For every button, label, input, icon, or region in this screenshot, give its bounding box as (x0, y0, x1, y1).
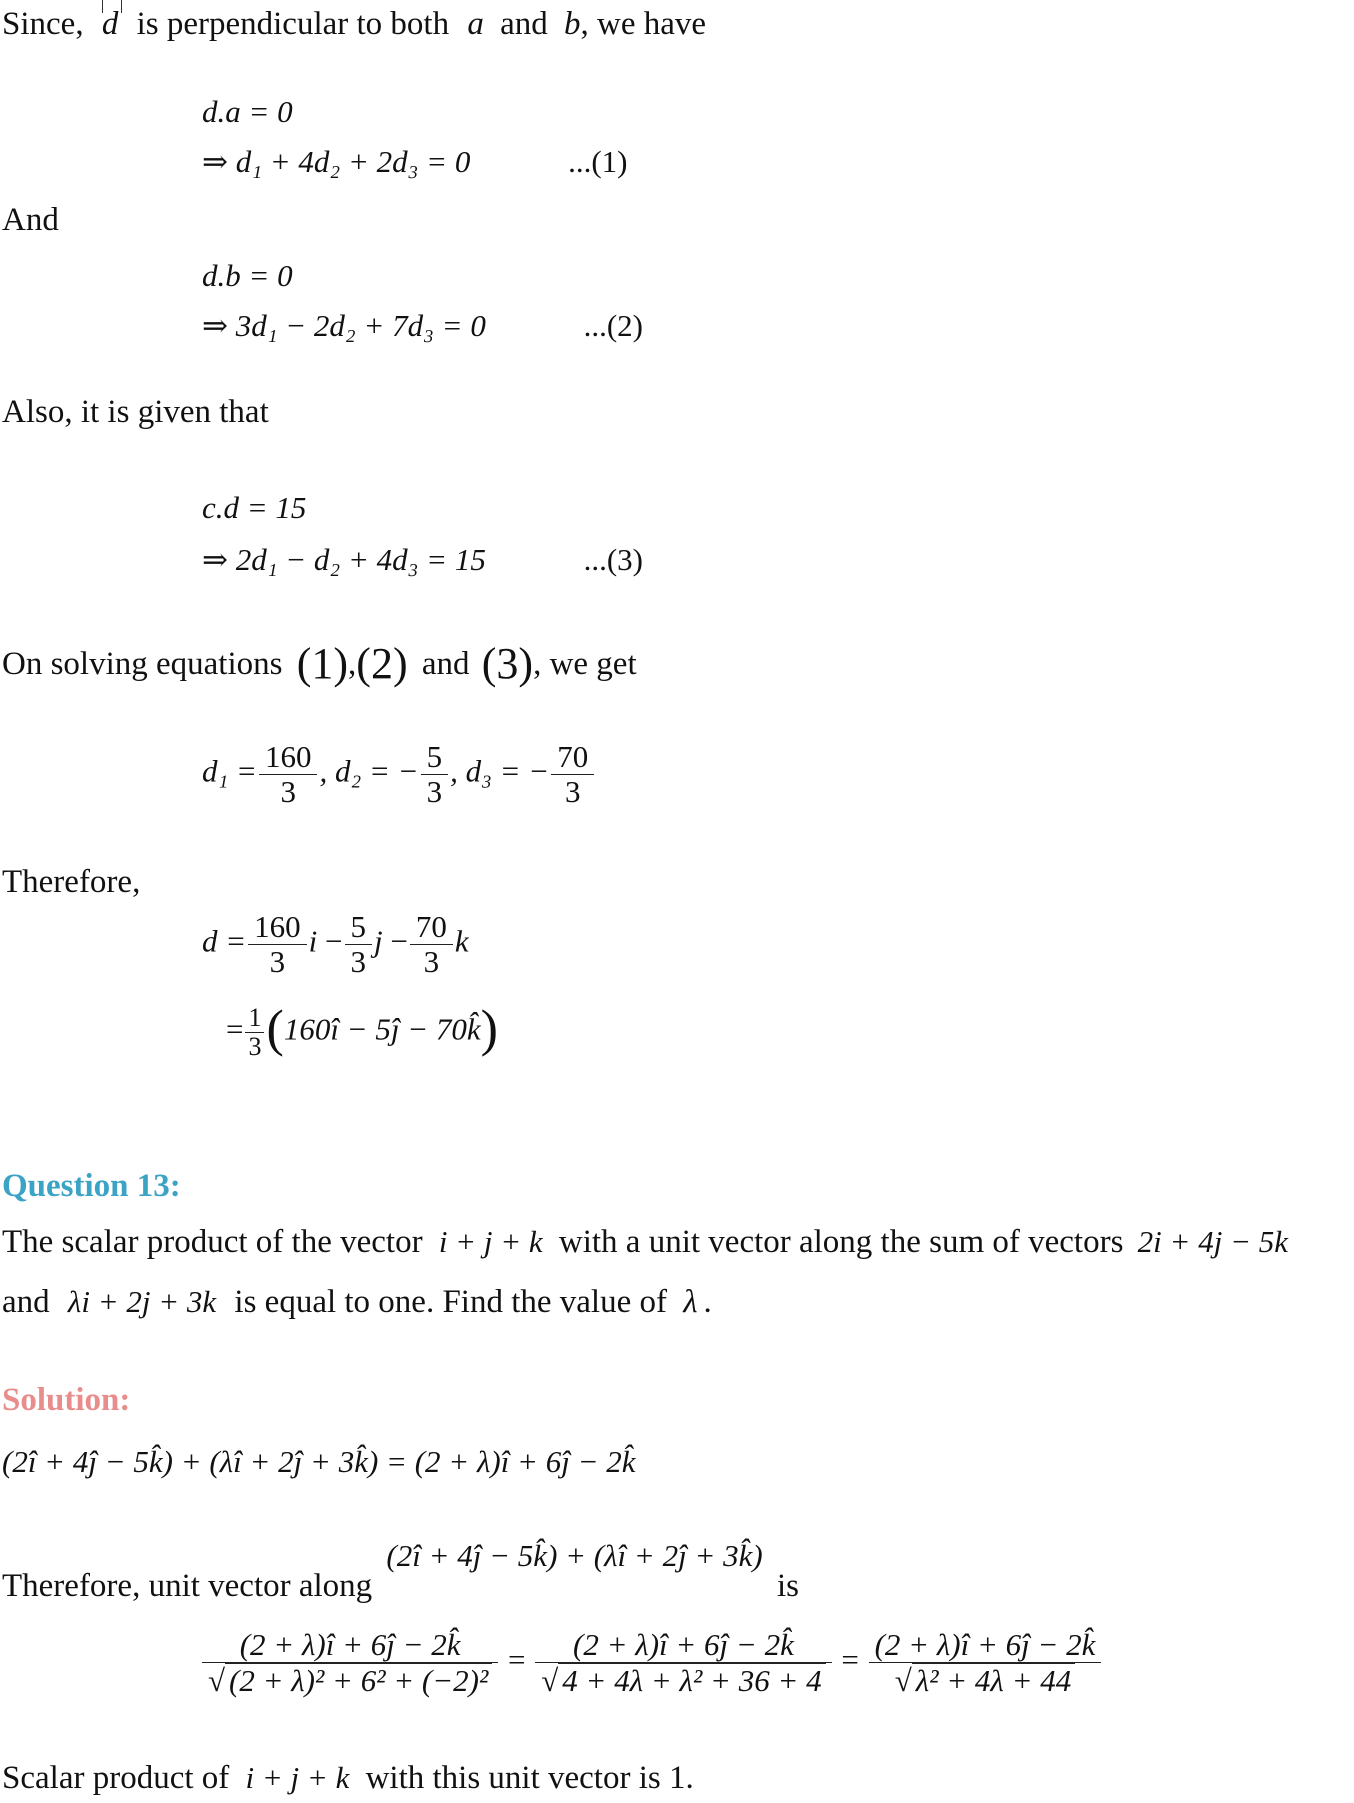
d-term3-unit: k (454, 923, 469, 959)
unit-vector-post: is (776, 1568, 799, 1604)
equation-d-dot-b: d.b = 0 (202, 258, 293, 293)
solution-sum-equation: (2î + 4ĵ − 5k̂) + (λî + 2ĵ + 3k̂) = (2 + λ)î + 6ĵ − 2k̂ (2, 1444, 636, 1479)
unit-frac-3 (869, 1628, 1102, 1698)
d-vector2-eq: = (226, 1011, 244, 1047)
question-title: Question 13: (2, 1168, 181, 1204)
equation-1-tag: ...(1) (568, 144, 628, 179)
question-vector-lambda: λi + 2j + 3k (67, 1284, 217, 1319)
d-term2-unit: j (374, 923, 383, 959)
d-vector-simplified (226, 1000, 498, 1061)
d-op1: − (325, 923, 343, 959)
solving-post: , we get (533, 646, 637, 682)
unit-frac-1 (202, 1628, 498, 1698)
d2-label: , d₂ = − (319, 753, 419, 789)
unit-vector-fractions (200, 1628, 1103, 1698)
and-label: And (2, 202, 59, 238)
d-term1-num: 160 (248, 910, 307, 945)
equation-2-tag: ...(2) (583, 308, 643, 343)
equation-3-body: ⇒ 2d₁ − d₂ + 4d₃ = 15 (202, 542, 486, 577)
equation-3-tag: ...(3) (583, 542, 643, 577)
a-symbol: a (467, 6, 484, 42)
d-term1-fraction (248, 910, 307, 979)
question-text-1a: The scalar product of the vector (2, 1224, 423, 1260)
d2-fraction (421, 740, 449, 809)
ref-eq-3: (3) (481, 639, 534, 688)
d-vector2-den: 3 (248, 1032, 262, 1061)
intro-line (2, 4, 706, 44)
intro-and: and (500, 6, 548, 42)
scalar-vector: i + j + k (245, 1760, 350, 1795)
question-line-2 (2, 1282, 712, 1322)
d-op2: − (390, 923, 408, 959)
intro-end: , we have (580, 6, 707, 42)
equation-d-dot-a: d.a = 0 (202, 94, 293, 129)
d-term3-num: 70 (410, 910, 453, 945)
question-line-1 (2, 1222, 1288, 1262)
ref-eq-2: (2) (356, 639, 408, 688)
d-term1-den: 3 (269, 944, 286, 979)
d-vector2-fraction (245, 1004, 264, 1061)
ref-eq-1: (1) (296, 639, 349, 688)
solving-line (2, 639, 637, 688)
d2-numerator: 5 (421, 740, 449, 775)
question-end: . (703, 1284, 712, 1320)
unit-frac-1-den-wrap: √ (2 + λ)² + 6² + (−2)² (202, 1663, 498, 1698)
solution-title: Solution: (2, 1382, 131, 1418)
question-vector-ijk: i + j + k (438, 1224, 543, 1259)
unit-frac-2-num: (2 + λ)î + 6ĵ − 2k̂ (535, 1628, 831, 1663)
unit-frac-3-den: λ² + 4λ + 44 (912, 1663, 1075, 1698)
d-term2-den: 3 (350, 944, 367, 979)
unit-frac-2-den-wrap: √ 4 + 4λ + λ² + 36 + 4 (535, 1663, 831, 1698)
therefore-label: Therefore, (2, 864, 141, 900)
equation-1 (202, 142, 627, 182)
d-term1-unit: i (308, 923, 318, 959)
unit-frac-2 (535, 1628, 831, 1698)
d1-numerator: 160 (259, 740, 318, 775)
d1-label: d₁ = (202, 753, 257, 789)
d3-denominator: 3 (564, 774, 581, 809)
d3-numerator: 70 (551, 740, 594, 775)
question-vector-2: 2i + 4j − 5k (1137, 1224, 1288, 1259)
unit-vector-pre: Therefore, unit vector along (2, 1568, 373, 1604)
scalar-pre: Scalar product of (2, 1760, 230, 1796)
unit-eq-2: = (841, 1642, 859, 1678)
d-term2-num: 5 (345, 910, 373, 945)
d3-fraction (551, 740, 594, 809)
solving-pre: On solving equations (2, 646, 283, 682)
unit-eq-1: = (508, 1642, 526, 1678)
question-text-2b: is equal to one. Find the value of (234, 1284, 667, 1320)
d-values (202, 740, 596, 809)
equation-1-body: ⇒ d₁ + 4d₂ + 2d₃ = 0 (202, 144, 471, 179)
intro-since: Since, (2, 6, 84, 42)
question-text-1b: with a unit vector along the sum of vectors (558, 1224, 1124, 1260)
scalar-post: with this unit vector is 1. (365, 1760, 694, 1796)
d-term3-den: 3 (423, 944, 440, 979)
paren-open: ( (266, 1000, 284, 1058)
unit-vector-line (2, 1538, 799, 1606)
unit-vector-expr: (2î + 4ĵ − 5k̂) + (λî + 2ĵ + 3k̂) (386, 1538, 763, 1573)
ref-comma: , (348, 646, 357, 682)
b-symbol: b (564, 6, 581, 42)
solving-and: and (421, 646, 470, 682)
equation-2-body: ⇒ 3d₁ − 2d₂ + 7d₃ = 0 (202, 308, 486, 343)
d-term3-fraction (410, 910, 453, 979)
d-vector-equation (202, 910, 469, 979)
unit-frac-2-den: 4 + 4λ + λ² + 36 + 4 (558, 1663, 825, 1698)
equation-2 (202, 306, 643, 346)
scalar-product-line (2, 1758, 694, 1798)
paren-close: ) (480, 1000, 498, 1058)
d2-denominator: 3 (426, 774, 443, 809)
d1-denominator: 3 (280, 774, 296, 809)
unit-frac-1-den: (2 + λ)² + 6² + (−2)² (225, 1663, 492, 1698)
also-text: Also, it is given that (2, 394, 269, 430)
question-lambda: λ (683, 1284, 698, 1320)
equation-c-dot-d: c.d = 15 (202, 490, 307, 525)
d-term2-fraction (345, 910, 373, 979)
d1-fraction (259, 740, 318, 809)
d3-label: , d₃ = − (450, 753, 550, 789)
equation-3 (202, 540, 643, 580)
question-text-and: and (2, 1284, 50, 1320)
intro-mid: is perpendicular to both (136, 6, 450, 42)
unit-frac-1-num: (2 + λ)î + 6ĵ − 2k̂ (202, 1628, 498, 1663)
d-vector-lhs: d = (202, 923, 247, 959)
unit-frac-3-den-wrap: √ λ² + 4λ + 44 (869, 1663, 1102, 1698)
d-vector2-body: 160î − 5ĵ − 70k̂ (283, 1011, 481, 1047)
unit-frac-3-num: (2 + λ)î + 6ĵ − 2k̂ (869, 1628, 1102, 1663)
d-vector2-num: 1 (245, 1004, 264, 1033)
d-vector-symbol: d (101, 6, 119, 42)
